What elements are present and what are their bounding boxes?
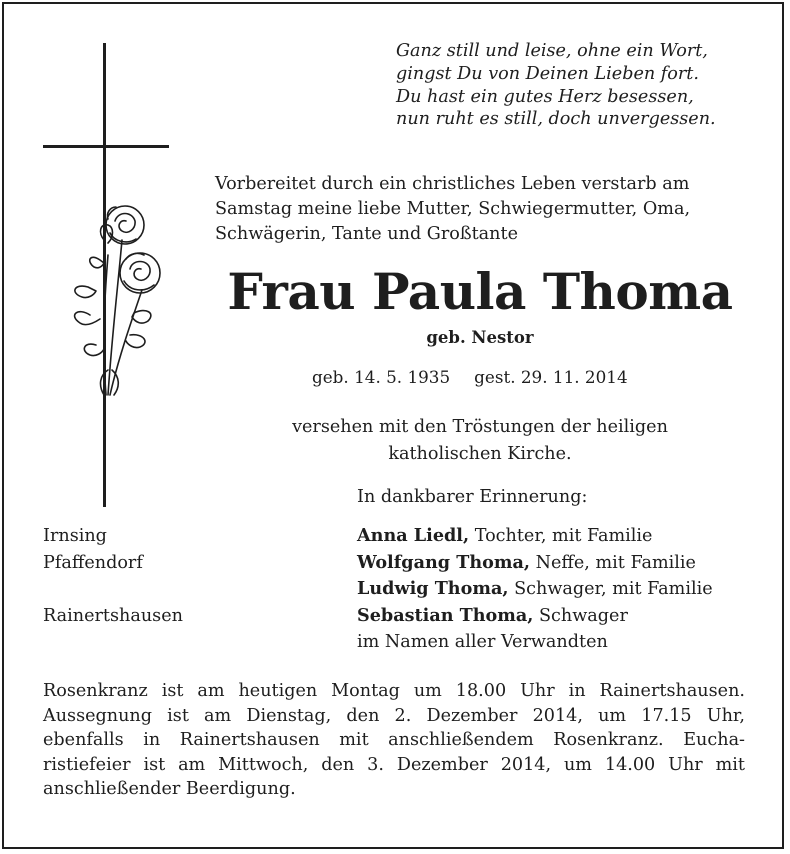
mourner-entry xyxy=(357,550,713,577)
mourner-name: Sebastian Thoma, xyxy=(357,604,534,626)
sacrament-note xyxy=(215,414,745,468)
sacrament-line: katholischen Kirche. xyxy=(388,444,572,464)
deceased-name: Frau Paula Thoma xyxy=(227,262,733,321)
service-line: ristiefeier ist am Mittwoch, den 3. Dezember 2014, um 14.00 Uhr mit xyxy=(43,754,745,775)
poem-line: Du hast ein gutes Herz besessen, xyxy=(396,86,694,107)
maiden-name: geb. Nestor xyxy=(426,328,534,347)
poem-line: nun ruht es still, doch unvergessen. xyxy=(396,109,716,130)
death-date: gest. 29. 11. 2014 xyxy=(474,367,628,387)
mourner-place: Rainertshausen xyxy=(43,605,183,626)
mourner-name: Wolfgang Thoma, xyxy=(357,551,530,573)
mourner-places xyxy=(43,523,183,656)
mourner-relation: im Namen aller Verwandten xyxy=(357,632,608,652)
service-details xyxy=(43,679,745,802)
mourner-entry xyxy=(357,629,713,656)
mourner-list xyxy=(357,523,713,656)
remembrance-heading: In dankbarer Erinnerung: xyxy=(357,487,588,507)
mourner-name: Anna Liedl, xyxy=(357,525,470,546)
poem xyxy=(396,40,716,131)
announcement-line: Schwägerin, Tante und Großtante xyxy=(215,224,518,244)
cross-horizontal-bar xyxy=(43,145,169,148)
service-line: anschließender Beerdigung. xyxy=(43,779,296,799)
announcement-text xyxy=(215,172,745,247)
service-line: Aussegnung ist am Dienstag, den 2. Dezember 2014, um 17.15 Uhr, xyxy=(43,705,745,726)
sacrament-line: versehen mit den Tröstungen der heiligen xyxy=(292,417,668,437)
announcement-line: Vorbereitet durch ein christliches Leben verstarb am xyxy=(215,174,690,194)
service-line: Rosenkranz ist am heutigen Montag um 18.00 Uhr in Rainertshausen. xyxy=(43,681,745,701)
mourner-relation: Neffe, mit Familie xyxy=(535,552,696,573)
birth-date: geb. 14. 5. 1935 xyxy=(312,367,451,387)
poem-line: Ganz still und leise, ohne ein Wort, xyxy=(396,41,708,61)
mourner-entry xyxy=(357,603,713,630)
poem-line: gingst Du von Deinen Lieben fort. xyxy=(396,63,699,84)
mourner-entry xyxy=(357,523,713,550)
service-line: ebenfalls in Rainertshausen mit anschließendem Rosenkranz. Eucha- xyxy=(43,730,745,750)
mourner-relation: Tochter, mit Familie xyxy=(474,526,653,546)
mourner-place xyxy=(43,629,183,656)
announcement-line: Samstag meine liebe Mutter, Schwiegermutter, Oma, xyxy=(215,199,691,219)
mourner-entry xyxy=(357,576,713,603)
mourner-relation: Schwager xyxy=(539,605,628,626)
mourner-place: Irnsing xyxy=(43,526,107,546)
mourner-name: Ludwig Thoma, xyxy=(357,578,509,599)
mourner-place xyxy=(43,576,183,603)
life-dates xyxy=(312,366,628,388)
roses-icon xyxy=(60,195,170,400)
mourner-relation: Schwager, mit Familie xyxy=(514,579,713,599)
mourner-place: Pfaffendorf xyxy=(43,552,143,573)
